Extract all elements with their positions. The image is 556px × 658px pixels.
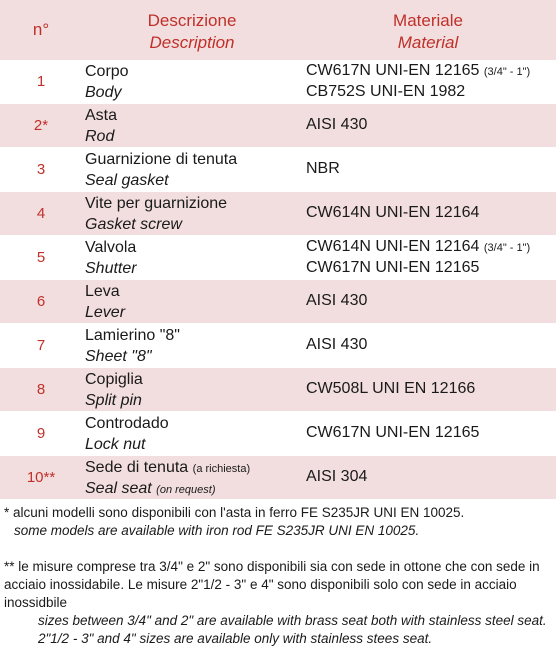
part-material [306, 412, 556, 455]
table-row [0, 368, 556, 412]
part-number: 10** [26, 469, 56, 486]
part-material [306, 324, 556, 367]
part-name-en: Shutter [85, 260, 137, 277]
part-material [306, 60, 556, 103]
part-description [85, 238, 300, 280]
part-material [306, 148, 556, 191]
part-number: 5 [36, 249, 46, 266]
part-name-it: Asta [85, 107, 118, 124]
part-number: 7 [36, 337, 46, 354]
material-line-1: NBR [306, 160, 340, 177]
part-description [85, 62, 300, 104]
part-name-en: Rod [85, 128, 115, 145]
note-2-it: ** le misure comprese tra 3/4" e 2" sono disponibili sia con sede in ottone che con sede in acciaio inossidabile. Le misure 2"1/2 - 3" e 4" sono disponibili solo con sede in acciaio inossidbile [4, 559, 540, 610]
material-line-1: AISI 430 [306, 292, 368, 309]
part-description [85, 414, 300, 456]
header-description [82, 10, 302, 54]
part-description [85, 106, 300, 148]
header-desc-en: Description [149, 33, 235, 52]
material-line-1: AISI 304 [306, 468, 368, 485]
part-name-it: Guarnizione di tenuta [85, 151, 238, 168]
header-mat-it: Materiale [393, 11, 463, 30]
part-description [85, 370, 300, 412]
part-name-en: Lock nut [85, 436, 146, 453]
material-line-1: CW617N UNI-EN 12165 (3/4" - 1") [306, 61, 531, 79]
part-number: 9 [36, 425, 46, 442]
part-number: 6 [36, 293, 46, 310]
material-line-1: AISI 430 [306, 336, 368, 353]
part-name-it: Controdado [85, 415, 169, 432]
part-description [85, 194, 300, 236]
table-row [0, 60, 556, 104]
table-row [0, 236, 556, 280]
part-material [306, 192, 556, 235]
part-name-en: Seal seat (on request) [85, 480, 216, 497]
part-name-it: Vite per guarnizione [85, 195, 228, 212]
part-name-it: Valvola [85, 239, 137, 256]
part-name-it: Leva [85, 283, 120, 300]
table-row [0, 192, 556, 236]
material-line-2: CB752S UNI-EN 1982 [306, 82, 466, 100]
footnotes [4, 504, 552, 648]
part-material [306, 104, 556, 147]
part-material [306, 368, 556, 411]
table-row [0, 280, 556, 324]
note-1-it: * alcuni modelli sono disponibili con l'asta in ferro FE S235JR UNI EN 10025. [4, 505, 465, 520]
part-name-en: Lever [85, 304, 126, 321]
note-2-en: sizes between 3/4" and 2" are available with brass seat both with stainless steel seat. 2"1/2 - 3" and 4" sizes are available only with stainless stees seat. [38, 613, 547, 646]
part-number: 8 [36, 381, 46, 398]
table-header [0, 0, 556, 60]
material-line-1: AISI 430 [306, 116, 368, 133]
part-name-en: Gasket screw [85, 216, 182, 233]
part-name-en: Split pin [85, 392, 142, 409]
table-row [0, 148, 556, 192]
table-body [0, 60, 556, 500]
part-description [85, 282, 300, 324]
material-line-1: CW508L UNI EN 12166 [306, 380, 476, 397]
material-line-2: CW617N UNI-EN 12165 [306, 258, 480, 276]
header-desc-it: Descrizione [147, 11, 237, 30]
part-description [85, 150, 300, 192]
header-mat-en: Material [397, 33, 459, 52]
header-num: n° [32, 20, 50, 39]
part-number: 3 [36, 161, 46, 178]
part-number: 4 [36, 205, 46, 222]
part-material [306, 456, 556, 499]
material-line-1: CW614N UNI-EN 12164 [306, 204, 480, 221]
part-name-it: Lamierino "8" [85, 327, 180, 344]
part-material [306, 236, 556, 279]
part-description [85, 326, 300, 368]
part-number: 2* [33, 117, 49, 134]
part-name-en: Seal gasket [85, 172, 169, 189]
table-row [0, 104, 556, 148]
header-material [300, 10, 556, 54]
note-1-en: some models are available with iron rod FE S235JR UNI EN 10025. [14, 523, 420, 538]
table-row [0, 324, 556, 368]
part-material [306, 280, 556, 323]
part-name-en: Body [85, 84, 122, 101]
part-name-it: Copiglia [85, 371, 143, 388]
part-name-it: Corpo [85, 63, 129, 80]
table-row [0, 456, 556, 500]
material-line-1: CW614N UNI-EN 12164 (3/4" - 1") [306, 237, 531, 255]
material-line-1: CW617N UNI-EN 12165 [306, 424, 480, 441]
part-number: 1 [36, 73, 46, 90]
part-name-it: Sede di tenuta (a richiesta) [85, 459, 251, 476]
part-description [85, 458, 300, 500]
part-name-en: Sheet "8" [85, 348, 152, 365]
table-row [0, 412, 556, 456]
